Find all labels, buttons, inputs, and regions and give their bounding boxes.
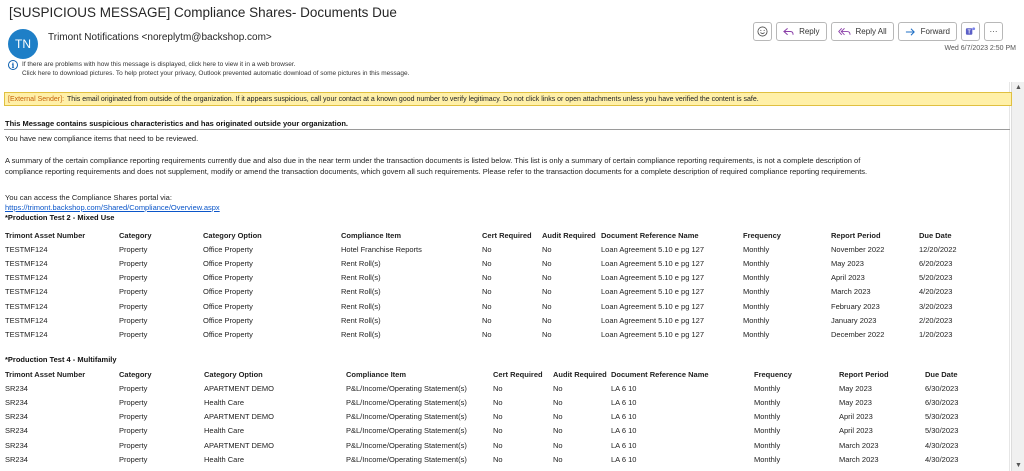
table-row xyxy=(5,285,999,299)
external-sender-text: This email originated from outside of the organization. If it appears suspicious, call your contact at a known good number to verify legitimacy. Do not click links or open attachments unless you have verified the content is safe. xyxy=(67,95,759,103)
table-cell: TESTMF124 xyxy=(5,273,48,283)
table-cell: Loan Agreement 5.10 e pg 127 xyxy=(601,301,705,311)
column-header: Trimont Asset Number xyxy=(5,230,86,240)
table-cell: SR234 xyxy=(5,383,28,393)
table-cell: Property xyxy=(119,412,148,422)
table-cell: Property xyxy=(119,287,148,297)
table-cell: Health Care xyxy=(204,454,245,464)
column-header: Compliance Item xyxy=(341,230,402,240)
column-header: Report Period xyxy=(839,369,889,379)
table-cell: No xyxy=(553,383,563,393)
table-cell: No xyxy=(553,397,563,407)
table-cell: Hotel Franchise Reports xyxy=(341,244,422,254)
column-header: Document Reference Name xyxy=(611,369,709,379)
table-cell: Loan Agreement 5.10 e pg 127 xyxy=(601,287,705,297)
table-row xyxy=(5,424,1005,438)
table-cell: LA 6 10 xyxy=(611,412,637,422)
table-cell: P&L/Income/Operating Statement(s) xyxy=(346,397,467,407)
table-row xyxy=(5,327,999,341)
scroll-up-icon[interactable]: ▲ xyxy=(1015,84,1022,91)
table-cell: No xyxy=(493,426,503,436)
warning-divider xyxy=(4,129,1010,130)
table-cell: Office Property xyxy=(203,244,253,254)
table-cell: No xyxy=(493,440,503,450)
message-toolbar xyxy=(753,22,1003,41)
forward-button[interactable] xyxy=(898,22,957,41)
table-cell: Rent Roll(s) xyxy=(341,273,381,283)
body-intro: You have new compliance items that need to be reviewed. xyxy=(5,134,199,143)
table-cell: No xyxy=(493,454,503,464)
display-problems-notice[interactable]: If there are problems with how this message is displayed, click here to view it in a web browser. xyxy=(22,61,296,68)
section-title-multifamily: *Production Test 4 - Multifamily xyxy=(5,355,117,364)
table-cell: APARTMENT DEMO xyxy=(204,412,275,422)
table-cell: Monthly xyxy=(743,258,770,268)
table-cell: Office Property xyxy=(203,273,253,283)
table-cell: Property xyxy=(119,329,148,339)
table-cell: Property xyxy=(119,315,148,325)
table-cell: Rent Roll(s) xyxy=(341,329,381,339)
table-cell: LA 6 10 xyxy=(611,426,637,436)
table-row xyxy=(5,410,1005,424)
column-header: Category xyxy=(119,369,152,379)
table-cell: No xyxy=(553,454,563,464)
table-cell: Office Property xyxy=(203,258,253,268)
forward-arrow-icon xyxy=(905,27,916,37)
table-cell: Monthly xyxy=(743,273,770,283)
reply-all-icon xyxy=(838,27,851,37)
table-cell: No xyxy=(542,244,552,254)
table-cell: No xyxy=(482,329,492,339)
column-header: Category Option xyxy=(204,369,263,379)
table-row xyxy=(5,395,1005,409)
table-cell: Property xyxy=(119,454,148,464)
table-cell: Monthly xyxy=(743,301,770,311)
table-cell: May 2023 xyxy=(839,397,872,407)
table-cell: No xyxy=(482,287,492,297)
body-summary-line1: A summary of the certain compliance reporting requirements currently due and also due in the near term under the transaction documents is listed below. This list is only a summary of certain compliance reporting requirements, is not a complete description of xyxy=(5,156,861,165)
teams-share-button[interactable] xyxy=(961,22,980,41)
table-cell: No xyxy=(482,273,492,283)
table-cell: 5/30/2023 xyxy=(925,426,959,436)
reply-all-button[interactable] xyxy=(831,22,894,41)
table-cell: SR234 xyxy=(5,397,28,407)
table-cell: 1/20/2023 xyxy=(919,329,953,339)
external-sender-tag: [External Sender]: xyxy=(8,95,65,103)
table-cell: March 2023 xyxy=(831,287,871,297)
column-header: Trimont Asset Number xyxy=(5,369,86,379)
column-header: Due Date xyxy=(925,369,958,379)
scroll-down-icon[interactable]: ▼ xyxy=(1015,462,1022,469)
table-cell: Health Care xyxy=(204,426,245,436)
table-cell: No xyxy=(493,383,503,393)
table-cell: Property xyxy=(119,258,148,268)
table-cell: Property xyxy=(119,440,148,450)
sender-avatar: TN xyxy=(8,29,38,59)
table-cell: 6/20/2023 xyxy=(919,258,953,268)
table-row xyxy=(5,299,999,313)
table-cell: No xyxy=(493,412,503,422)
table-cell: 4/30/2023 xyxy=(925,440,959,450)
table-row xyxy=(5,452,1005,466)
section-title-mixed-use: *Production Test 2 - Mixed Use xyxy=(5,213,115,222)
received-date: Wed 6/7/2023 2:50 PM xyxy=(944,45,1016,52)
table-cell: No xyxy=(482,258,492,268)
sender-name[interactable]: Trimont Notifications <noreplytm@backshop.com> xyxy=(48,32,272,43)
table-cell: 5/20/2023 xyxy=(919,273,953,283)
table-cell: Monthly xyxy=(754,454,781,464)
column-header: Audit Required xyxy=(553,369,607,379)
table-cell: Property xyxy=(119,383,148,393)
column-header: Frequency xyxy=(754,369,792,379)
table-cell: 5/30/2023 xyxy=(925,412,959,422)
table-cell: LA 6 10 xyxy=(611,454,637,464)
table-cell: P&L/Income/Operating Statement(s) xyxy=(346,440,467,450)
reply-button[interactable] xyxy=(776,22,826,41)
table-cell: P&L/Income/Operating Statement(s) xyxy=(346,454,467,464)
table-cell: No xyxy=(542,329,552,339)
compliance-table-multifamily xyxy=(5,367,1005,466)
reading-pane-divider xyxy=(1009,82,1010,471)
table-cell: Monthly xyxy=(743,287,770,297)
table-cell: January 2023 xyxy=(831,315,877,325)
table-cell: 2/20/2023 xyxy=(919,315,953,325)
table-row xyxy=(5,313,999,327)
reply-label: Reply xyxy=(799,27,820,36)
table-cell: No xyxy=(542,258,552,268)
table-cell: Loan Agreement 5.10 e pg 127 xyxy=(601,258,705,268)
column-header: Due Date xyxy=(919,230,952,240)
table-header-row xyxy=(5,228,999,242)
table-cell: 3/20/2023 xyxy=(919,301,953,311)
table-cell: SR234 xyxy=(5,412,28,422)
table-cell: No xyxy=(482,244,492,254)
table-cell: TESTMF124 xyxy=(5,315,48,325)
table-cell: LA 6 10 xyxy=(611,440,637,450)
download-pictures-notice[interactable]: Click here to download pictures. To help protect your privacy, Outlook prevented automatic download of some pictures in this message. xyxy=(22,70,410,77)
table-cell: P&L/Income/Operating Statement(s) xyxy=(346,426,467,436)
table-cell: 4/30/2023 xyxy=(925,454,959,464)
table-cell: Loan Agreement 5.10 e pg 127 xyxy=(601,315,705,325)
table-cell: November 2022 xyxy=(831,244,885,254)
table-cell: APARTMENT DEMO xyxy=(204,383,275,393)
svg-text:T: T xyxy=(967,29,971,36)
table-cell: Office Property xyxy=(203,315,253,325)
table-cell: Monthly xyxy=(754,412,781,422)
table-cell: Monthly xyxy=(754,383,781,393)
table-cell: TESTMF124 xyxy=(5,258,48,268)
table-cell: P&L/Income/Operating Statement(s) xyxy=(346,412,467,422)
table-cell: April 2023 xyxy=(831,273,865,283)
table-cell: Rent Roll(s) xyxy=(341,315,381,325)
table-cell: Property xyxy=(119,244,148,254)
table-cell: Monthly xyxy=(754,426,781,436)
table-cell: TESTMF124 xyxy=(5,329,48,339)
table-cell: SR234 xyxy=(5,440,28,450)
table-cell: March 2023 xyxy=(839,440,879,450)
table-cell: May 2023 xyxy=(839,383,872,393)
table-row xyxy=(5,438,1005,452)
column-header: Report Period xyxy=(831,230,881,240)
table-cell: TESTMF124 xyxy=(5,244,48,254)
external-sender-banner xyxy=(4,92,1012,106)
column-header: Category xyxy=(119,230,152,240)
table-cell: 4/20/2023 xyxy=(919,287,953,297)
table-cell: TESTMF124 xyxy=(5,301,48,311)
table-header-row xyxy=(5,367,1005,381)
table-cell: LA 6 10 xyxy=(611,383,637,393)
table-cell: No xyxy=(542,315,552,325)
table-row xyxy=(5,242,999,256)
email-subject: [SUSPICIOUS MESSAGE] Compliance Shares- Documents Due xyxy=(9,5,397,20)
table-cell: P&L/Income/Operating Statement(s) xyxy=(346,383,467,393)
table-cell: SR234 xyxy=(5,426,28,436)
column-header: Document Reference Name xyxy=(601,230,699,240)
vertical-scrollbar[interactable] xyxy=(1011,82,1024,471)
table-cell: April 2023 xyxy=(839,412,873,422)
table-cell: Loan Agreement 5.10 e pg 127 xyxy=(601,329,705,339)
table-cell: April 2023 xyxy=(839,426,873,436)
table-cell: SR234 xyxy=(5,454,28,464)
table-cell: No xyxy=(553,412,563,422)
table-cell: No xyxy=(553,440,563,450)
table-cell: Health Care xyxy=(204,397,245,407)
table-cell: No xyxy=(542,273,552,283)
table-cell: No xyxy=(542,287,552,297)
table-cell: Property xyxy=(119,426,148,436)
table-cell: March 2023 xyxy=(839,454,879,464)
info-icon: i xyxy=(8,60,18,70)
emoji-reaction-button[interactable] xyxy=(753,22,772,41)
more-dots-icon: ··· xyxy=(989,27,998,36)
table-cell: Monthly xyxy=(754,440,781,450)
table-cell: Office Property xyxy=(203,287,253,297)
table-cell: Property xyxy=(119,397,148,407)
table-cell: Monthly xyxy=(743,315,770,325)
table-cell: No xyxy=(482,301,492,311)
table-cell: 6/30/2023 xyxy=(925,383,959,393)
compliance-table-mixed-use xyxy=(5,228,999,342)
table-cell: Rent Roll(s) xyxy=(341,287,381,297)
table-cell: APARTMENT DEMO xyxy=(204,440,275,450)
table-cell: Rent Roll(s) xyxy=(341,301,381,311)
table-cell: No xyxy=(493,397,503,407)
column-header: Category Option xyxy=(203,230,262,240)
column-header: Frequency xyxy=(743,230,781,240)
suspicious-warning: This Message contains suspicious characteristics and has originated outside your organization. xyxy=(5,119,349,128)
body-access-text: You can access the Compliance Shares portal via: xyxy=(5,193,172,202)
forward-label: Forward xyxy=(920,27,950,36)
portal-link[interactable]: https://trimont.backshop.com/Shared/Compliance/Overview.aspx xyxy=(5,203,220,212)
table-cell: May 2023 xyxy=(831,258,864,268)
table-cell: Office Property xyxy=(203,329,253,339)
body-summary-line2: compliance reporting requirements and does not supplement, modify or amend the transaction documents, which govern all such requirements. Please refer to the transaction documents for a complete description of required compliance reporting requirements. xyxy=(5,167,868,176)
table-cell: 12/20/2022 xyxy=(919,244,957,254)
table-cell: No xyxy=(482,315,492,325)
table-cell: Office Property xyxy=(203,301,253,311)
reply-all-label: Reply All xyxy=(855,27,887,36)
table-cell: Monthly xyxy=(743,329,770,339)
smiley-icon xyxy=(757,26,768,37)
table-cell: Monthly xyxy=(743,244,770,254)
table-cell: No xyxy=(542,301,552,311)
table-cell: February 2023 xyxy=(831,301,880,311)
table-cell: Loan Agreement 5.10 e pg 127 xyxy=(601,244,705,254)
column-header: Compliance Item xyxy=(346,369,407,379)
reply-icon xyxy=(783,27,794,37)
table-cell: December 2022 xyxy=(831,329,885,339)
column-header: Audit Required xyxy=(542,230,596,240)
table-cell: Rent Roll(s) xyxy=(341,258,381,268)
column-header: Cert Required xyxy=(493,369,543,379)
table-cell: 6/30/2023 xyxy=(925,397,959,407)
table-cell: TESTMF124 xyxy=(5,287,48,297)
table-cell: Monthly xyxy=(754,397,781,407)
table-cell: Property xyxy=(119,301,148,311)
table-cell: No xyxy=(553,426,563,436)
table-row xyxy=(5,256,999,270)
teams-icon xyxy=(965,26,976,37)
table-row xyxy=(5,381,1005,395)
more-actions-button[interactable] xyxy=(984,22,1003,41)
table-cell: LA 6 10 xyxy=(611,397,637,407)
table-row xyxy=(5,271,999,285)
table-cell: Property xyxy=(119,273,148,283)
column-header: Cert Required xyxy=(482,230,532,240)
table-cell: Loan Agreement 5.10 e pg 127 xyxy=(601,273,705,283)
